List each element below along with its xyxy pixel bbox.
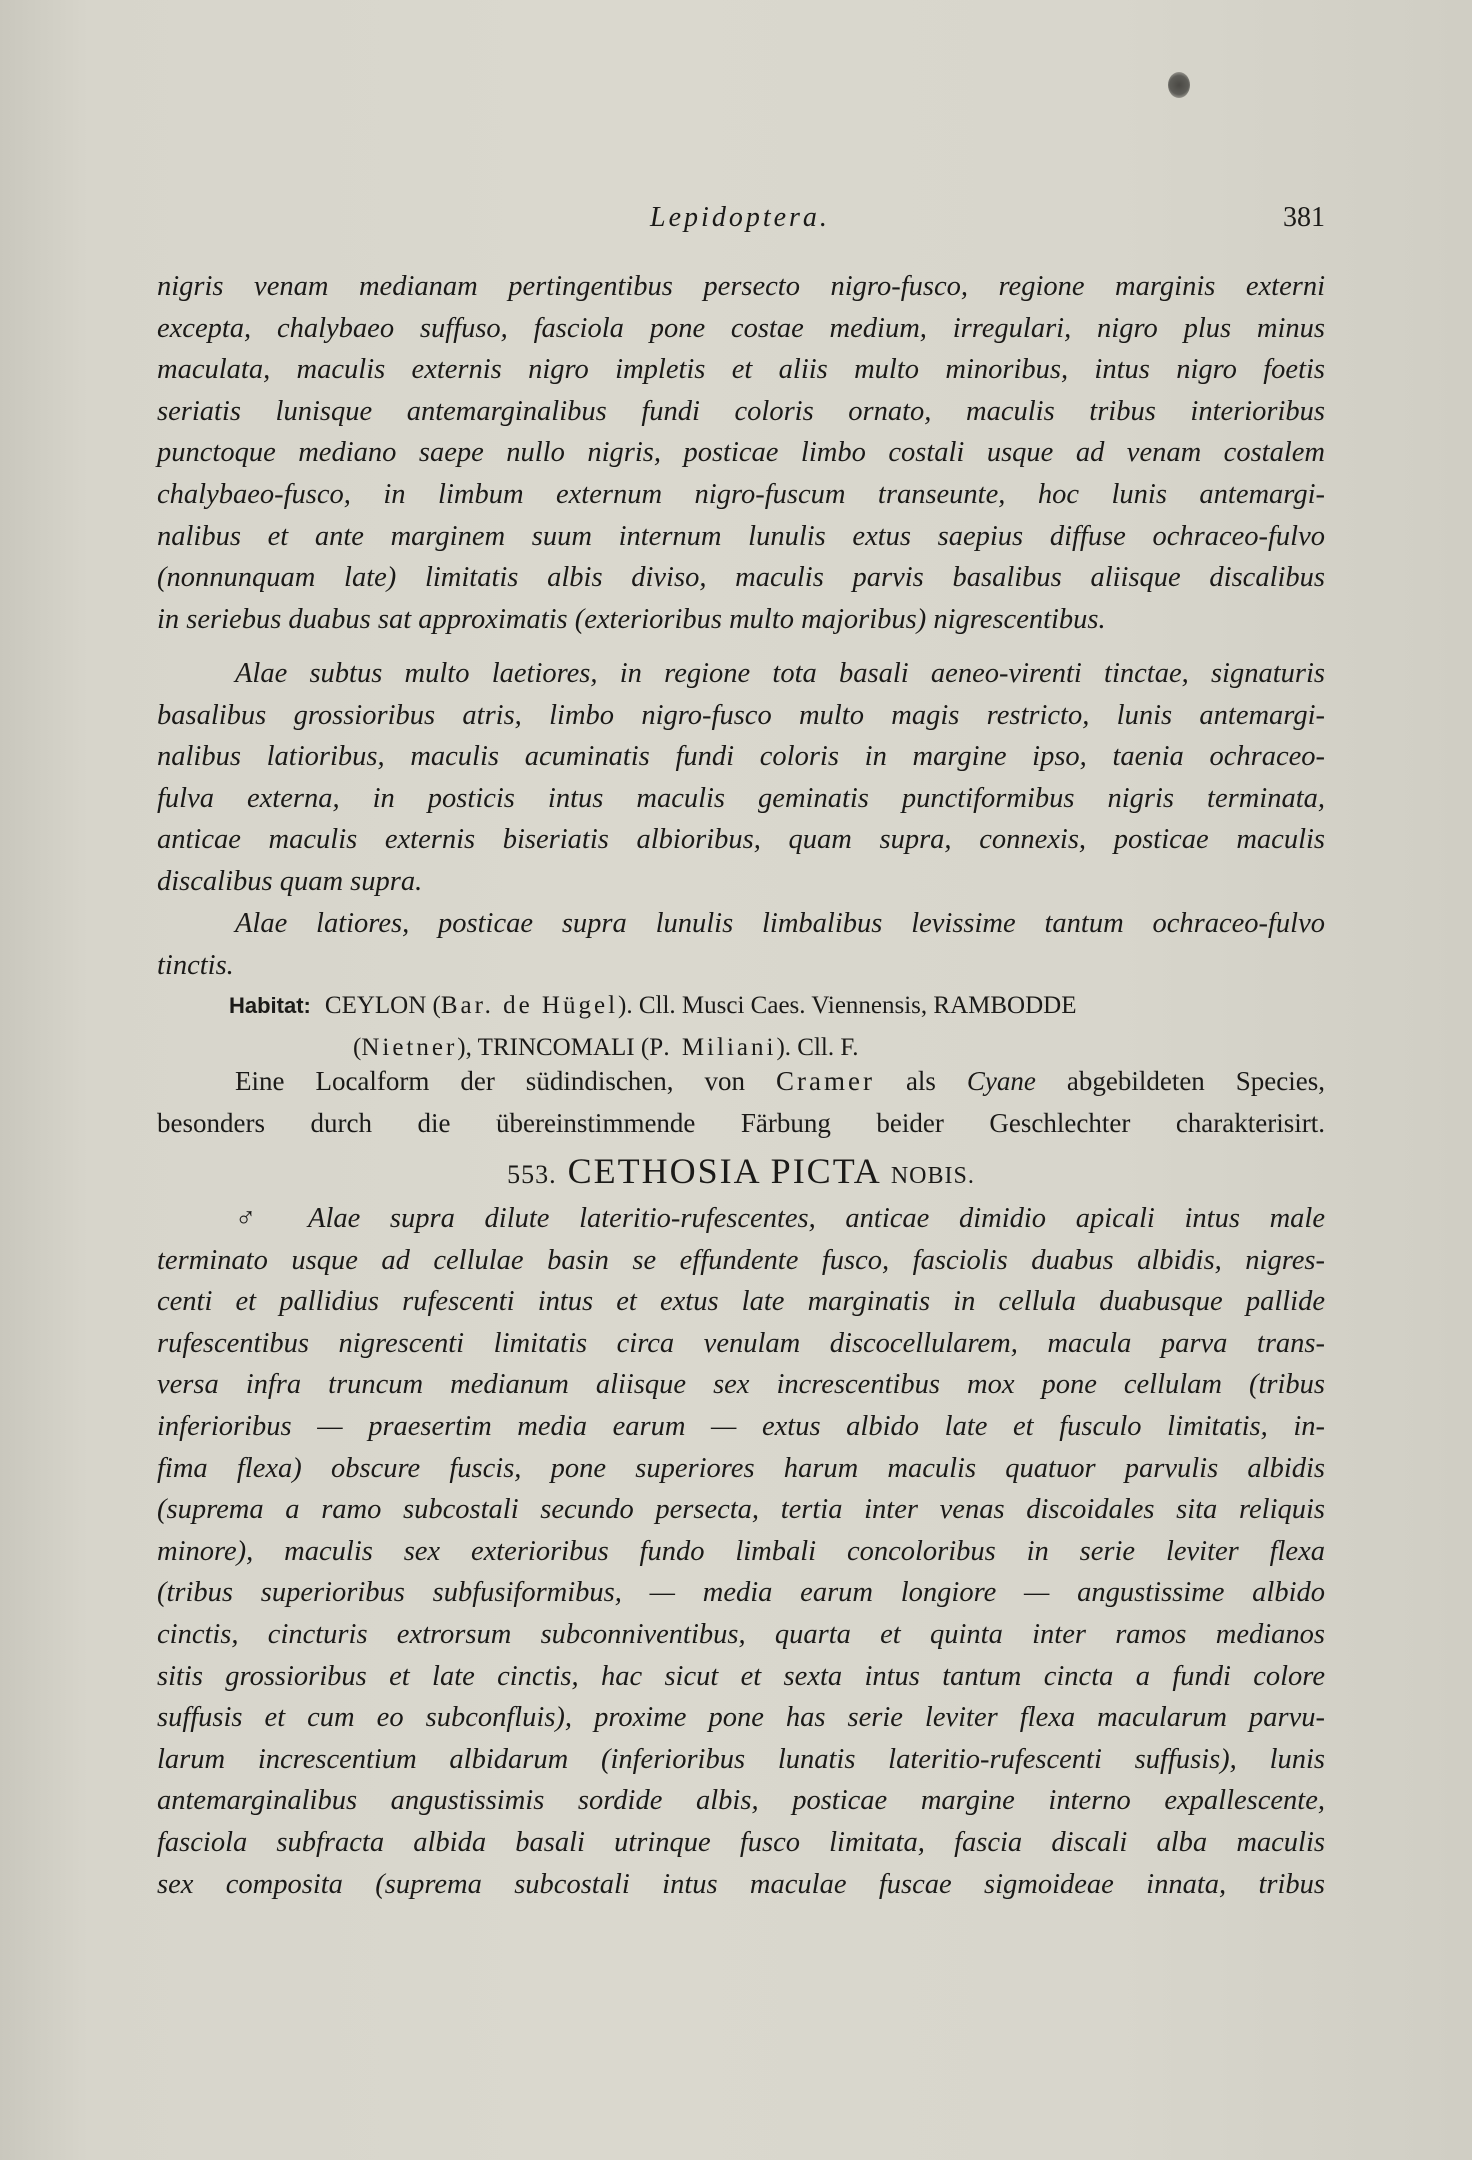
running-title: Lepidoptera. bbox=[650, 202, 830, 233]
species-name: Cyane bbox=[966, 1066, 1036, 1096]
collector-name: Nietner bbox=[361, 1033, 458, 1061]
species-description-paragraph bbox=[157, 1198, 1325, 1905]
text-line: anticae maculis externis biseriatis albioribus, quam supra, connexis, posticae maculis bbox=[157, 824, 1325, 856]
species-heading-line bbox=[157, 1147, 1325, 1195]
page-header bbox=[155, 202, 1325, 246]
habitat-collections: ). Cll. F. bbox=[776, 1033, 859, 1061]
text-line: fima flexa) obscure fuscis, pone superiores harum maculis quatuor parvulis albidis bbox=[157, 1452, 1325, 1484]
species-heading bbox=[157, 1147, 1325, 1195]
text-segment: Eine Localform der südindischen, von bbox=[235, 1066, 776, 1096]
habitat-place: ), TRINCOMALI ( bbox=[457, 1033, 650, 1061]
text-line: (nonnunquam late) limitatis albis diviso, maculis parvis basalibus aliisque discalibus bbox=[157, 562, 1325, 594]
text-line: ♂ Alae supra dilute lateritio-rufescentes, anticae dimidio apicali intus male bbox=[235, 1203, 1325, 1234]
habitat-place: CEYLON ( bbox=[324, 992, 441, 1019]
text-line: sitis grossioribus et late cinctis, hac sicut et sexta intus tantum cincta a fundi colore bbox=[157, 1660, 1325, 1692]
ink-spot bbox=[1168, 72, 1190, 98]
text-line: in seriebus duabus sat approximatis (exterioribus multo majoribus) nigrescentibus. bbox=[157, 603, 1106, 635]
text-line: (suprema a ramo subcostali secundo persecta, tertia inter venas discoidales sita reliquis bbox=[157, 1494, 1325, 1526]
text-line: nigris venam medianam pertingentibus persecto nigro-fusco, regione marginis externi bbox=[157, 271, 1325, 302]
text-line: discalibus quam supra. bbox=[157, 865, 423, 897]
collector-name: P. Miliani bbox=[649, 1033, 777, 1061]
habitat-label: Habitat: bbox=[229, 993, 311, 1018]
text-line: (tribus superioribus subfusiformibus, — media earum longiore — angustissime albido bbox=[157, 1577, 1325, 1609]
text-line: cinctis, cincturis extrorsum subconniventibus, quarta et quinta inter ramos medianos bbox=[157, 1618, 1325, 1650]
habitat-paragraph bbox=[157, 985, 1325, 1068]
text-line: rufescentibus nigrescenti limitatis circa venulam discocellularem, macula parva trans- bbox=[157, 1327, 1325, 1359]
text-line: nalibus latioribus, maculis acuminatis fundi coloris in margine ipso, taenia ochraceo- bbox=[157, 741, 1325, 773]
text-line: Alae subtus multo laetiores, in regione tota basali aeneo-virenti tinctae, signaturis bbox=[235, 658, 1325, 689]
species-name-heading: CETHOSIA PICTA bbox=[567, 1151, 880, 1191]
text-line: fasciola subfracta albida basali utrinque fusco limitata, fascia discali alba maculis bbox=[157, 1826, 1325, 1858]
text-segment: abgebildeten Species, bbox=[1035, 1066, 1325, 1096]
text-line: besonders durch die übereinstimmende Färbung beider Geschlechter charakterisirt. bbox=[157, 1107, 1325, 1138]
text-line: minore), maculis sex exterioribus fundo limbali concoloribus in serie leviter flexa bbox=[157, 1535, 1325, 1567]
habitat-line-1 bbox=[157, 985, 1325, 1027]
paren-text: ( bbox=[353, 1033, 362, 1061]
text-line: punctoque mediano saepe nullo nigris, posticae limbo costali usque ad venam costalem bbox=[157, 437, 1325, 469]
text-line: antemarginalibus angustissimis sordide albis, posticae margine interno expallescente, bbox=[157, 1785, 1325, 1817]
text-line: terminato usque ad cellulae basin se effundente fusco, fasciolis duabus albidis, nigres- bbox=[157, 1244, 1325, 1276]
text-line: Alae latiores, posticae supra lunulis limbalibus levissime tantum ochraceo-fulvo bbox=[235, 908, 1325, 939]
collector-name: Bar. de Hügel bbox=[440, 992, 619, 1019]
text-segment: als bbox=[874, 1066, 967, 1096]
text-line: centi et pallidius rufescenti intus et extus late marginatis in cellula duabusque pallide bbox=[157, 1286, 1325, 1318]
text-line: basalibus grossioribus atris, limbo nigro-fusco multo magis restricto, lunis antemargi- bbox=[157, 699, 1325, 731]
page-number: 381 bbox=[1283, 202, 1325, 233]
text-line: suffusis et cum eo subconfluis), proxime pone has serie leviter flexa macularum parvu- bbox=[157, 1702, 1325, 1734]
text-line: versa infra truncum medianum aliisque sex increscentibus mox pone cellulam (tribus bbox=[157, 1369, 1325, 1401]
description-paragraph-upperside bbox=[157, 266, 1325, 640]
text-line: inferioribus — praesertim media earum — extus albido late et fusculo limitatis, in- bbox=[157, 1410, 1325, 1442]
text-line: sex composita (suprema subcostali intus maculae fuscae sigmoideae innata, tribus bbox=[157, 1868, 1325, 1900]
text-line bbox=[157, 1061, 1325, 1103]
text-line: nalibus et ante marginem suum internum lunulis extus saepius diffuse ochraceo-fulvo bbox=[157, 520, 1325, 552]
text-line: fulva externa, in posticis intus maculis geminatis punctiformibus nigris terminata, bbox=[157, 782, 1325, 814]
german-remark-paragraph bbox=[157, 1061, 1325, 1144]
text-line: chalybaeo-fusco, in limbum externum nigro-fuscum transeunte, hoc lunis antemargi- bbox=[157, 478, 1325, 510]
description-paragraph-wings bbox=[157, 903, 1325, 986]
text-line: excepta, chalybaeo suffuso, fasciola pone costae medium, irregulari, nigro plus minus bbox=[157, 312, 1325, 344]
text-line: tinctis. bbox=[157, 949, 234, 981]
text-line: maculata, maculis externis nigro impletis et aliis multo minoribus, intus nigro foetis bbox=[157, 354, 1325, 386]
species-author: NOBIS. bbox=[890, 1163, 975, 1189]
author-name: Cramer bbox=[776, 1066, 875, 1096]
text-line: seriatis lunisque antemarginalibus fundi coloris ornato, maculis tribus interioribus bbox=[157, 395, 1325, 427]
description-paragraph-underside bbox=[157, 653, 1325, 903]
text-line: larum increscentium albidarum (inferioribus lunatis lateritio-rufescenti suffusis), lunis bbox=[157, 1743, 1325, 1775]
habitat-collections: ). Cll. Musci Caes. Viennensis, RAMBODDE bbox=[618, 992, 1077, 1019]
species-number: 553. bbox=[507, 1160, 557, 1189]
